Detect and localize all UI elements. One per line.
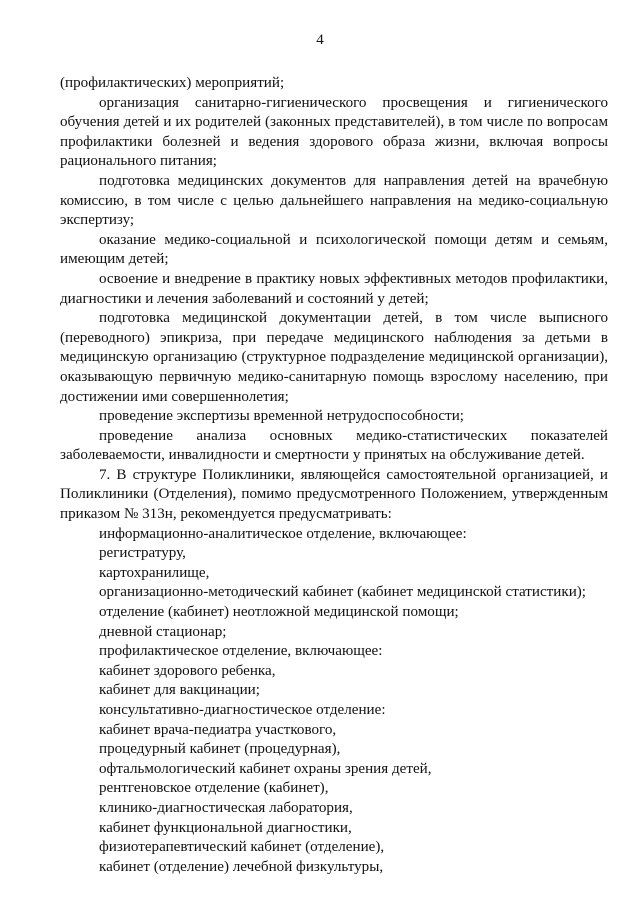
list-item: организационно-методический кабинет (кабинет медицинской статистики); [99,584,586,601]
list-item: информационно-аналитическое отделение, включающее: [99,525,467,542]
paragraph: проведение экспертизы временной нетрудоспособности; [99,408,464,425]
list-item: рентгеновское отделение (кабинет), [99,780,329,797]
paragraph: подготовка медицинских документов для направления детей на врачебную комиссию, в том числе с целью дальнейшего направления на медико-социальную экспертизу; [60,172,608,229]
list-item: отделение (кабинет) неотложной медицинской помощи; [99,604,459,621]
paragraph: проведение анализа основных медико-статистических показателей заболеваемости, инвалидности и смертности у принятых на обслуживание детей. [60,427,608,464]
list-item: кабинет врача-педиатра участкового, [99,721,337,738]
list-item: регистратуру, [99,545,186,562]
list-item: офтальмологический кабинет охраны зрения детей, [99,760,432,777]
list-item: кабинет здорового ребенка, [99,662,276,679]
paragraph: (профилактических) мероприятий; [60,75,285,91]
list-item: картохранилище, [99,564,210,581]
paragraph: оказание медико-социальной и психологической помощи детям и семьям, имеющим детей; [60,231,608,268]
list-item: профилактическое отделение, включающее: [99,643,383,660]
document-body [60,74,608,877]
list-item: консультативно-диагностическое отделение: [99,702,386,718]
page-number: 4 [316,32,324,48]
paragraph: подготовка медицинской документации детей, в том числе выписного (переводного) эпикриза, при передаче медицинского наблюдения за детьми в медицинскую организацию (структурное подразделение медицинской организации), оказывающую первичную медико-санитарную помощь взрослому населению, при достижении ими совершеннолетия; [60,310,608,405]
list-item: кабинет для вакцинации; [99,682,260,699]
list-item: кабинет (отделение) лечебной физкультуры, [99,858,384,875]
paragraph: организация санитарно-гигиенического просвещения и гигиенического обучения детей и их родителей (законных представителей), в том числе по вопросам профилактики болезней и ведения здорового образа жизни, включая вопросы рационального питания; [60,94,608,170]
paragraph-clause-7: 7. В структуре Поликлиники, являющейся самостоятельной организацией, и Поликлиники (Отделения), помимо предусмотренного Положением, утвержденным приказом № 313н, рекомендуется предусматривать: [60,466,608,523]
list-item: процедурный кабинет (процедурная), [99,741,341,758]
list-item: клинико-диагностическая лаборатория, [99,799,353,816]
list-item: кабинет функциональной диагностики, [99,819,352,836]
list-item: физиотерапевтический кабинет (отделение), [99,839,385,856]
list-item: дневной стационар; [99,623,227,640]
paragraph: освоение и внедрение в практику новых эффективных методов профилактики, диагностики и лечения заболеваний и состояний у детей; [60,270,608,307]
